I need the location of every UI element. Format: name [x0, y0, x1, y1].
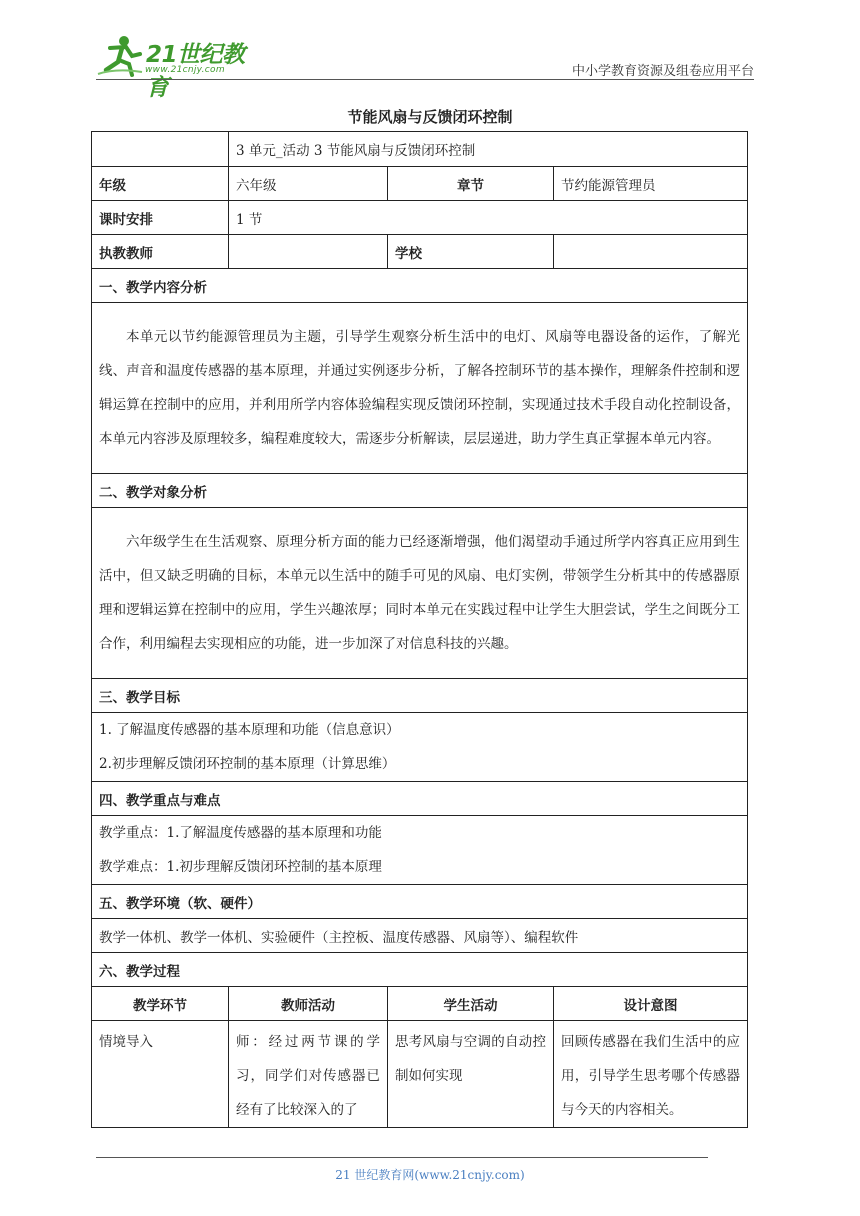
logo	[96, 34, 266, 101]
env-text: 教学一体机、教学一体机、实验硬件（主控板、温度传感器、风扇等）、编程软件	[92, 919, 748, 953]
student-activity: 思考风扇与空调的自动控制如何实现	[388, 1021, 554, 1128]
grade-value: 六年级	[229, 167, 388, 201]
process-heading: 六、教学过程	[92, 953, 748, 987]
keypoints-heading-row	[92, 782, 748, 816]
env-row	[92, 919, 748, 953]
grade-label: 年级	[92, 167, 229, 201]
hours-label: 课时安排	[92, 201, 229, 235]
student-heading-row	[92, 474, 748, 508]
process-stage: 情境导入	[92, 1021, 229, 1128]
hours-row	[92, 201, 748, 235]
footer-divider	[96, 1157, 708, 1158]
difficult-point: 教学难点：1.初步理解反馈闭环控制的基本原理	[99, 859, 382, 875]
design-intent: 回顾传感器在我们生活中的应用，引导学生思考哪个传感器与今天的内容相关。	[554, 1021, 748, 1128]
content-analysis-text: 本单元以节约能源管理员为主题，引导学生观察分析生活中的电灯、风扇等电器设备的运作，了解光线、声音和温度传感器的基本原理，并通过实例逐步分析，了解各控制环节的基本操作，理解条件控制和逻辑运算在控制中的应用，并利用所学内容体验编程实现反馈闭环控制，实现通过技术手段自动化控制设备，本单元内容涉及原理较多，编程难度较大，需逐步分析解读，层层递进，助力学生真正掌握本单元内容。	[92, 303, 748, 474]
page-header	[0, 0, 860, 101]
key-point: 教学重点：1.了解温度传感器的基本原理和功能	[99, 825, 382, 841]
env-heading: 五、教学环境（软、硬件）	[92, 885, 748, 919]
unit-label-cell	[92, 132, 229, 167]
chapter-label: 章节	[388, 167, 554, 201]
process-heading-row	[92, 953, 748, 987]
goals-row	[92, 713, 748, 782]
goal-item: 1. 了解温度传感器的基本原理和功能（信息意识）	[99, 722, 400, 738]
content-row	[92, 303, 748, 474]
goal-item: 2.初步理解反馈闭环控制的基本原理（计算思维）	[99, 756, 396, 772]
env-heading-row	[92, 885, 748, 919]
platform-name: 中小学教育资源及组卷应用平台	[571, 64, 754, 79]
lesson-plan-table	[91, 131, 748, 1128]
unit-row	[92, 132, 748, 167]
header-divider	[96, 79, 754, 80]
column-header: 教学环节	[92, 987, 229, 1021]
column-header: 设计意图	[554, 987, 748, 1021]
school-value	[554, 235, 748, 269]
column-header: 教师活动	[229, 987, 388, 1021]
content-heading-row	[92, 269, 748, 303]
table-row	[92, 1021, 748, 1128]
document-title: 节能风扇与反馈闭环控制	[347, 108, 513, 126]
goals-heading: 三、教学目标	[92, 679, 748, 713]
content-heading: 一、教学内容分析	[92, 269, 748, 303]
teacher-activity: 师：经过两节课的学习，同学们对传感器已经有了比较深入的了	[229, 1021, 388, 1128]
page-footer: 21 世纪教育网(www.21cnjy.com)	[335, 1168, 525, 1182]
hours-value: 1 节	[229, 201, 748, 235]
runner-logo-icon	[96, 34, 148, 78]
keypoints-row	[92, 816, 748, 885]
logo-text: 21世纪教育	[146, 42, 245, 101]
logo-url: www.21cnjy.com	[145, 65, 225, 75]
teacher-label: 执教教师	[92, 235, 229, 269]
grade-row	[92, 167, 748, 201]
chapter-value: 节约能源管理员	[554, 167, 748, 201]
keypoints-cell	[92, 816, 748, 885]
student-heading: 二、教学对象分析	[92, 474, 748, 508]
column-header: 学生活动	[388, 987, 554, 1021]
teacher-value	[229, 235, 388, 269]
unit-title: 3 单元_活动 3 节能风扇与反馈闭环控制	[229, 132, 748, 167]
process-header-row	[92, 987, 748, 1021]
teacher-row	[92, 235, 748, 269]
goals-cell	[92, 713, 748, 782]
student-analysis-text: 六年级学生在生活观察、原理分析方面的能力已经逐渐增强，他们渴望动手通过所学内容真正应用到生活中，但又缺乏明确的目标，本单元以生活中的随手可见的风扇、电灯实例，带领学生分析其中的传感器原理和逻辑运算在控制中的应用，学生兴趣浓厚；同时本单元在实践过程中让学生大胆尝试，学生之间既分工合作，利用编程去实现相应的功能，进一步加深了对信息科技的兴趣。	[92, 508, 748, 679]
school-label: 学校	[388, 235, 554, 269]
keypoints-heading: 四、教学重点与难点	[92, 782, 748, 816]
student-row	[92, 508, 748, 679]
goals-heading-row	[92, 679, 748, 713]
